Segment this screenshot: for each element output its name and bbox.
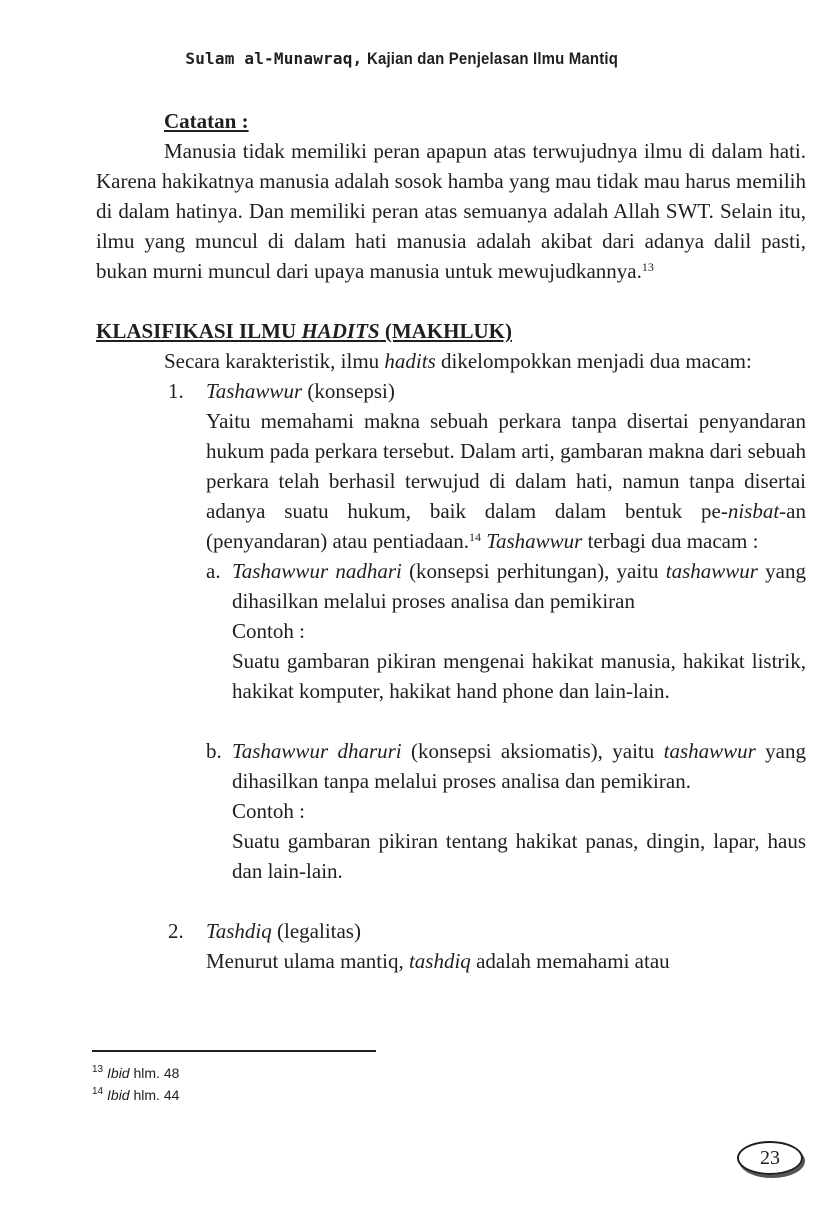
sub-a-term2: tashawwur (665, 559, 758, 583)
sub-b-contoh-label: Contoh : (232, 799, 305, 823)
footnote-ibid: Ibid (107, 1065, 130, 1081)
list-number: 2. (168, 919, 184, 943)
list-item-tashdiq (96, 916, 806, 976)
item-term: Tashdiq (206, 919, 272, 943)
sub-a-mid: (konsepsi perhitungan), yaitu (401, 559, 666, 583)
section-intro-pre: Secara karakteristik, ilmu (164, 349, 385, 373)
item-text-term: tashdiq (408, 949, 471, 973)
item-text-a: Yaitu memahami makna sebuah perkara tanpa disertai penyandaran hukum pada perkara tersebut. Dalam arti, gambaran makna dari sebuah perkara telah berhasil terwujud di dalam hati, namun tanpa disertai adanya suatu hukum, baik dalam dalam bentuk pe- (206, 409, 806, 523)
header-title-mono: Sulam al-Munawraq, (185, 49, 363, 68)
item-text-post: adalah memahami atau (470, 949, 670, 973)
item-text-nisbat: nisbat (727, 499, 780, 523)
catatan-heading: Catatan : (164, 109, 249, 133)
sub-b-definition (232, 736, 806, 796)
catatan-text: Manusia tidak memiliki peran apapun atas terwujudnya ilmu di dalam hati. Karena hakikatnya manusia adalah sosok hamba yang mau tidak mau harus memilih di dalam hatinya. Dan memiliki peran atas semuanya adalah Allah SWT. Selain itu, ilmu yang muncul di dalam hati manusia adalah akibat dari adanya dalil pasti, bukan murni muncul dari upaya manusia untuk mewujudkannya. (96, 139, 806, 283)
sub-a-term: Tashawwur nadhari (232, 559, 402, 583)
item-text-c: terbagi dua macam : (582, 529, 759, 553)
item-text-term: Tashawwur (486, 529, 583, 553)
footnote-14 (92, 1084, 179, 1106)
item-gloss: (konsepsi) (302, 379, 395, 403)
footnote-13 (92, 1062, 179, 1084)
sub-b-example: Suatu gambaran pikiran tentang hakikat panas, dingin, lapar, haus dan lain-lain. (232, 829, 806, 883)
section-heading (96, 316, 806, 346)
page-body (96, 106, 806, 976)
section-intro-italic: hadits (384, 349, 436, 373)
footnote-number: 14 (92, 1086, 104, 1097)
item-title (206, 916, 806, 946)
list-item-tashawwur (96, 376, 806, 886)
item-text-b: -an (penyandaran) atau pentiadaan. (206, 499, 806, 553)
footnote-ibid: Ibid (107, 1087, 130, 1103)
spacer (206, 706, 806, 736)
section-heading-post: (MAKHLUK) (379, 319, 512, 343)
sub-b-term: Tashawwur dharuri (232, 739, 402, 763)
item-gloss: (legalitas) (271, 919, 361, 943)
sub-marker-a: a. (206, 559, 221, 583)
footnote-ref-13[interactable]: 13 (641, 260, 654, 274)
catatan-paragraph (96, 136, 806, 286)
page-number-badge: 23 (737, 1141, 803, 1175)
sub-b-mid: (konsepsi aksiomatis), yaitu (401, 739, 664, 763)
sub-b-rest: yang dihasilkan tanpa melalui proses analisa dan pemikiran. (232, 739, 806, 793)
item-text-pre: Menurut ulama mantiq, (206, 949, 409, 973)
sub-a-rest: yang dihasilkan melalui proses analisa dan pemikiran (232, 559, 806, 613)
header-title-rest: Kajian dan Penjelasan Ilmu Mantiq (367, 49, 619, 68)
spacer (96, 886, 806, 916)
sub-b-term2: tashawwur (663, 739, 756, 763)
sub-item-a (96, 556, 806, 706)
item-title (206, 376, 806, 406)
item-term: Tashawwur (206, 379, 303, 403)
footnote-divider (92, 1050, 376, 1052)
sub-item-b (96, 736, 806, 886)
sub-a-definition (232, 556, 806, 616)
section-heading-italic: HADITS (301, 319, 380, 343)
section-intro (96, 346, 806, 376)
sub-a-example: Suatu gambaran pikiran mengenai hakikat manusia, hakikat listrik, hakikat komputer, hakikat hand phone dan lain-lain. (232, 649, 806, 703)
list-number: 1. (168, 379, 184, 403)
footnotes (92, 1062, 179, 1106)
sub-a-contoh-label: Contoh : (232, 619, 305, 643)
footnote-ref-14[interactable]: 14 (468, 530, 481, 544)
running-header (0, 48, 838, 70)
section-heading-pre: KLASIFIKASI ILMU (96, 319, 302, 343)
footnote-text: hlm. 48 (129, 1065, 180, 1081)
section-intro-post: dikelompokkan menjadi dua macam: (435, 349, 752, 373)
footnote-text: hlm. 44 (129, 1087, 180, 1103)
footnote-number: 13 (92, 1064, 104, 1075)
item-paragraph (206, 946, 806, 976)
sub-marker-b: b. (206, 739, 222, 763)
item-paragraph (206, 406, 806, 556)
